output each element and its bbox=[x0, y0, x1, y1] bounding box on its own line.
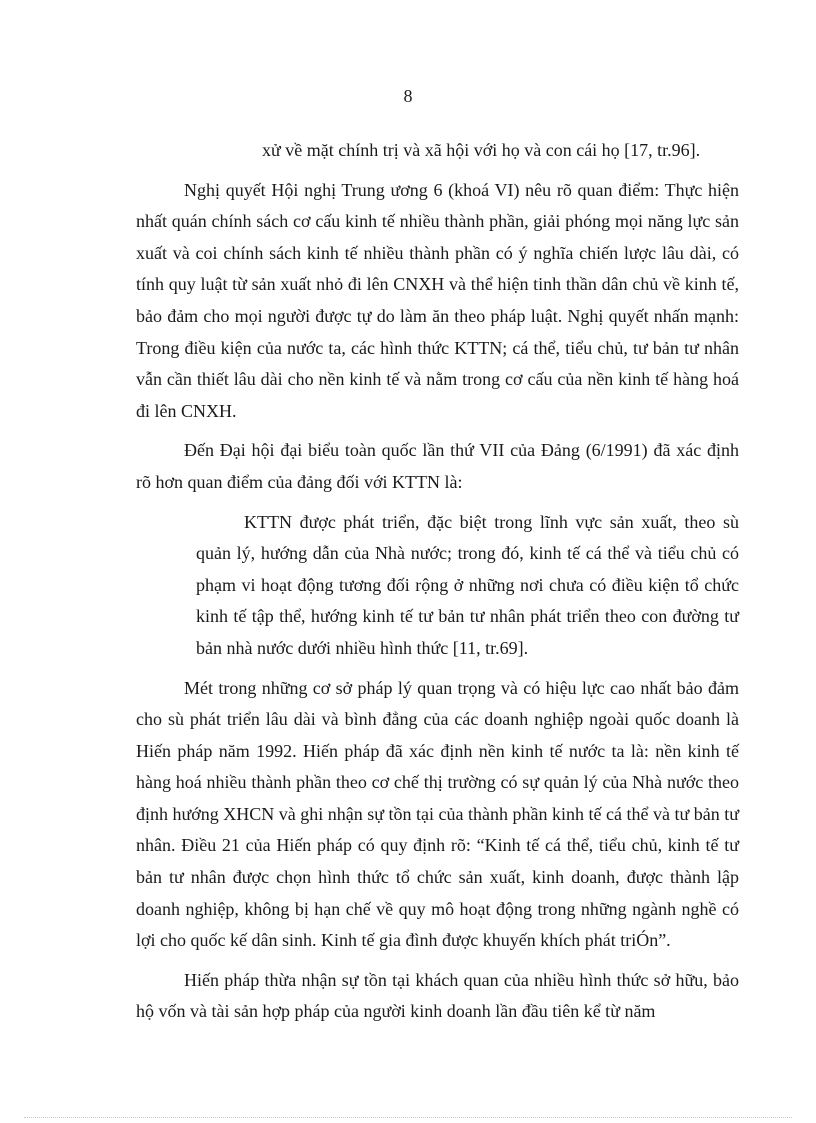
page-bottom-rule bbox=[24, 1117, 792, 1118]
page-number: 8 bbox=[403, 86, 413, 106]
paragraph-constitution-1992: Mét trong những cơ sở pháp lý quan trọng và có hiệu lực cao nhất bảo đảm cho sù phát triển lâu dài và bình đẳng của các doanh nghiệp ngoài quốc doanh là Hiến pháp năm 1992. Hiến pháp đã xác định nền kinh tế nước ta là: nền kinh tế hàng hoá nhiều thành phần theo cơ chế thị trường có sự quản lý của Nhà nước theo định hướng XHCN và ghi nhận sự tồn tại của thành phần kinh tế cá thể và tư bản tư nhân. Điều 21 của Hiến pháp có quy định rõ: “Kinh tế cá thể, tiểu chủ, kinh tế tư bản tư nhân được chọn hình thức tổ chức sản xuất, kinh doanh, được thành lập doanh nghiệp, không bị hạn chế về quy mô hoạt động trong những ngành nghề có lợi cho quốc kế dân sinh. Kinh tế gia đình được khuyến khích phát triÓn”. bbox=[136, 677, 739, 951]
document-body bbox=[136, 135, 739, 1036]
paragraph-congress-vii: Đến Đại hội đại biểu toàn quốc lần thứ VII của Đảng (6/1991) đã xác định rõ hơn quan điểm của đảng đối với KTTN là: bbox=[136, 440, 739, 492]
paragraph-continuation: xử về mặt chính trị và xã hội với họ và con cái họ [17, tr.96]. bbox=[262, 140, 701, 160]
paragraph-resolution-6: Nghị quyết Hội nghị Trung ương 6 (khoá VI) nêu rõ quan điểm: Thực hiện nhất quán chính sách cơ cấu kinh tế nhiều thành phần, giải phóng mọi năng lực sản xuất và coi chính sách kinh tế nhiều thành phần có ý nghĩa chiến lược lâu dài, có tính quy luật từ sản xuất nhỏ đi lên CNXH và thể hiện tinh thần dân chủ về kinh tế, bảo đảm cho mọi người được tự do làm ăn theo pháp luật. Nghị quyết nhấn mạnh: Trong điều kiện của nước ta, các hình thức KTTN; cá thể, tiểu chủ, tư bản tư nhân vẫn cần thiết lâu dài cho nền kinh tế và nằm trong cơ cấu của nền kinh tế hàng hoá đi lên CNXH. bbox=[136, 179, 739, 421]
block-quote: KTTN được phát triển, đặc biệt trong lĩnh vực sản xuất, theo sù quản lý, hướng dẫn của Nhà nước; trong đó, kinh tế cá thể và tiểu chủ có phạm vi hoạt động tương đối rộng ở những nơi chưa có điều kiện tổ chức kinh tế tập thể, hướng kinh tế tư bản tư nhân phát triển theo con đường tư bản nhà nước dưới nhiều hình thức [11, tr.69]. bbox=[196, 511, 739, 658]
paragraph-ownership: Hiến pháp thừa nhận sự tồn tại khách quan của nhiều hình thức sở hữu, bảo hộ vốn và tài sản hợp pháp của người kinh doanh lần đầu tiên kể từ năm bbox=[136, 969, 739, 1022]
